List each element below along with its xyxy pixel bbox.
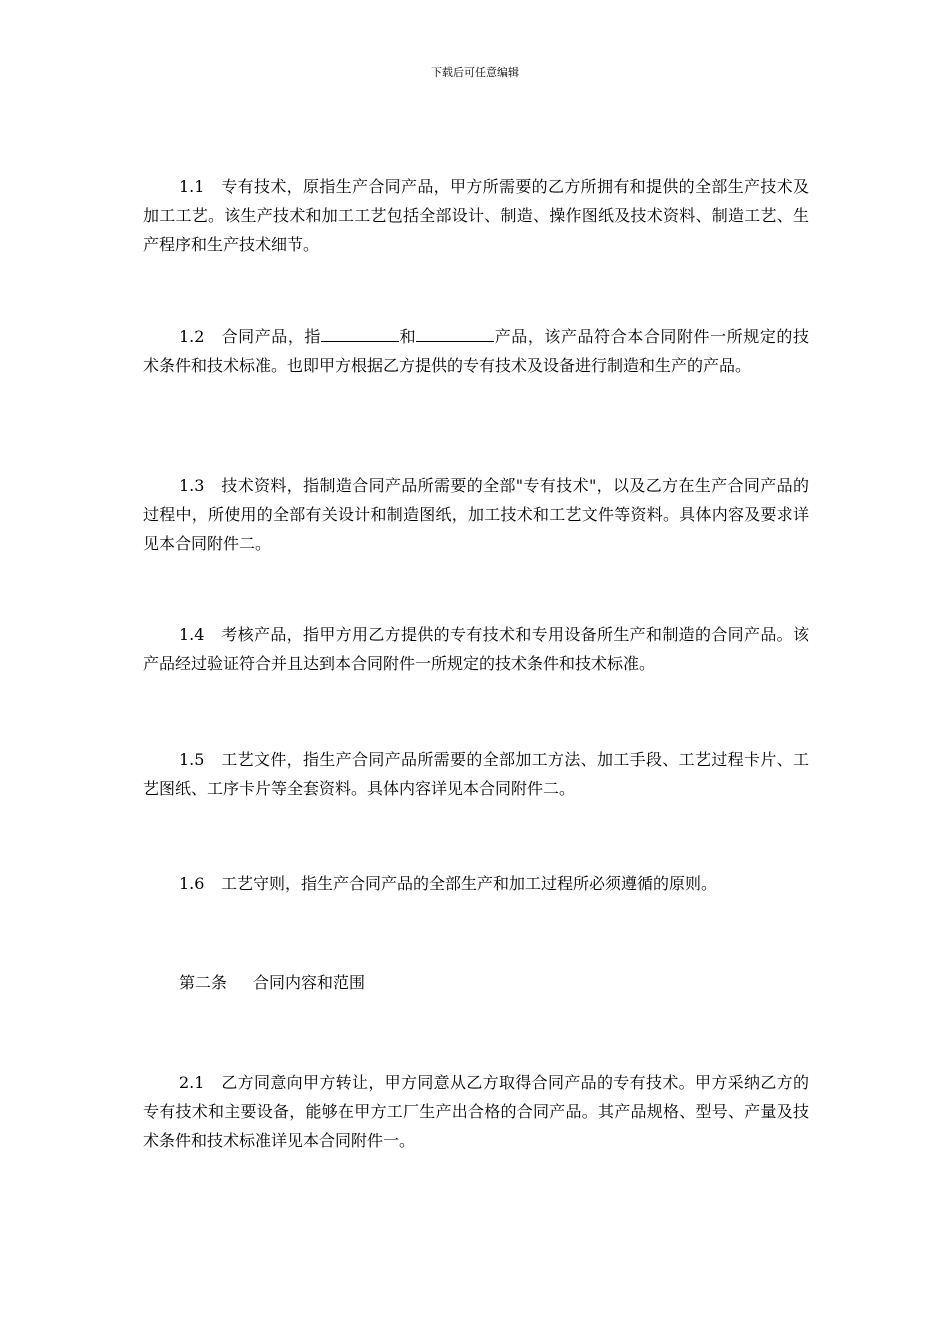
clause-text-part-c: 产品，该产品符合本合同附件一所规定的技术条件和技术标准。也即甲方根据乙方提供的专有技术及设备进行制造和生产的产品。 xyxy=(143,327,809,375)
clause-number: 2.1 xyxy=(179,1073,205,1092)
article-number: 第二条 xyxy=(179,973,228,992)
fill-in-blank xyxy=(416,327,494,342)
clause-number: 1.3 xyxy=(179,476,205,495)
clause-text-part-b: 和 xyxy=(399,327,417,346)
article-2-heading xyxy=(143,968,809,997)
clause-1-6 xyxy=(143,869,809,898)
clause-text: 工艺守则，指生产合同产品的全部生产和加工过程所必须遵循的原则。 xyxy=(221,874,718,893)
clause-number: 1.2 xyxy=(179,327,205,346)
clause-1-2 xyxy=(143,322,809,380)
clause-text: 考核产品，指甲方用乙方提供的专有技术和专用设备所生产和制造的合同产品。该产品经过验证符合并且达到本合同附件一所规定的技术条件和技术标准。 xyxy=(143,625,809,673)
page-header-note: 下载后可任意编辑 xyxy=(431,66,519,79)
clause-1-3 xyxy=(143,471,809,558)
clause-1-5 xyxy=(143,745,809,803)
clause-number: 1.4 xyxy=(179,625,205,644)
clause-2-1 xyxy=(143,1068,809,1155)
clause-text-part-a: 合同产品，指 xyxy=(221,327,321,346)
clause-1-4 xyxy=(143,620,809,678)
article-title: 合同内容和范围 xyxy=(253,973,366,992)
clause-text: 工艺文件，指生产合同产品所需要的全部加工方法、加工手段、工艺过程卡片、工艺图纸、工序卡片等全套资料。具体内容详见本合同附件二。 xyxy=(143,750,809,798)
fill-in-blank xyxy=(321,327,399,342)
clause-text: 专有技术，原指生产合同产品，甲方所需要的乙方所拥有和提供的全部生产技术及加工工艺。该生产技术和加工工艺包括全部设计、制造、操作图纸及技术资料、制造工艺、生产程序和生产技术细节。 xyxy=(143,177,809,254)
clause-number: 1.6 xyxy=(179,874,205,893)
clause-number: 1.5 xyxy=(179,750,205,769)
clause-1-1 xyxy=(143,172,809,259)
clause-number: 1.1 xyxy=(179,177,205,196)
clause-text: 乙方同意向甲方转让，甲方同意从乙方取得合同产品的专有技术。甲方采纳乙方的专有技术和主要设备，能够在甲方工厂生产出合格的合同产品。其产品规格、型号、产量及技术条件和技术标准详见本合同附件一。 xyxy=(143,1073,809,1150)
clause-text: 技术资料，指制造合同产品所需要的全部"专有技术"，以及乙方在生产合同产品的过程中，所使用的全部有关设计和制造图纸，加工技术和工艺文件等资料。具体内容及要求详见本合同附件二。 xyxy=(143,476,809,553)
